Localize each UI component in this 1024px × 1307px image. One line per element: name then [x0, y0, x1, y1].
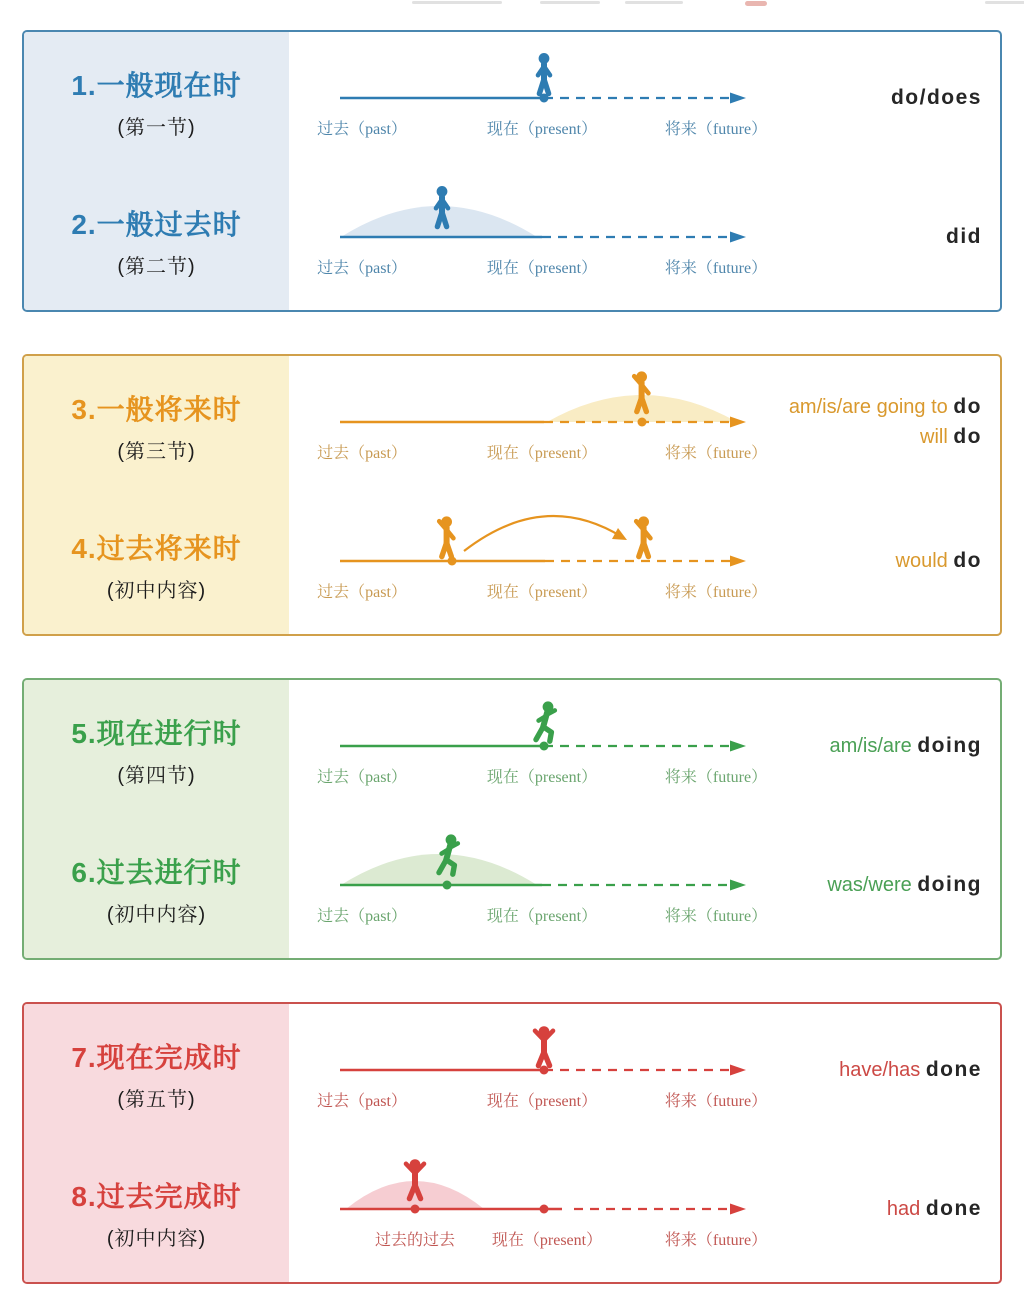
tense-title-block [24, 527, 289, 603]
arrowhead-icon [730, 556, 746, 567]
axis-label: 将来（future） [664, 584, 768, 601]
formula-line [789, 422, 982, 452]
tense-subtitle: (第二节) [117, 255, 196, 278]
tense-formula [887, 1194, 982, 1224]
axis-label: 过去（past） [317, 260, 407, 277]
tense-title-block [24, 851, 289, 927]
tense-title: 5.现在进行时 [71, 717, 242, 749]
time-dot [638, 418, 647, 427]
axis-label: 将来（future） [664, 121, 768, 138]
tense-subtitle: (初中内容) [106, 1227, 207, 1250]
axis-label: 将来（future） [664, 1232, 768, 1249]
formula-line [839, 1055, 982, 1085]
timeline-diagram [292, 340, 768, 474]
tense-formula [839, 1055, 982, 1085]
tense-title-block [24, 64, 289, 140]
tense-formula [827, 870, 982, 900]
tense-section-2 [22, 354, 1002, 636]
formula-text: do [953, 395, 982, 418]
axis-label: 将来（future） [664, 260, 768, 277]
arrowhead-icon [730, 232, 746, 243]
formula-line [946, 222, 982, 252]
axis-label: 现在（present） [486, 121, 598, 138]
formula-text: have/has [839, 1059, 926, 1081]
formula-text: did [946, 225, 982, 248]
formula-line [887, 1194, 982, 1224]
tense-formula [891, 83, 982, 113]
formula-text: was/were [827, 874, 918, 896]
time-dot [540, 1205, 549, 1214]
axis-label: 将来（future） [664, 908, 768, 925]
tense-row [24, 1143, 1000, 1282]
time-dot [443, 881, 452, 890]
tense-section-3 [22, 678, 1002, 960]
tense-row [24, 495, 1000, 634]
running-person-icon [536, 701, 555, 741]
formula-text: doing [917, 734, 982, 757]
formula-text: do [953, 425, 982, 448]
formula-text: am/is/are going to [788, 396, 954, 418]
formula-line [789, 392, 982, 422]
arrowhead-icon [730, 1065, 746, 1076]
formula-text: doing [917, 873, 982, 896]
tense-title: 6.过去进行时 [71, 856, 242, 888]
arrowhead-icon [730, 880, 746, 891]
formula-line [896, 546, 982, 576]
tense-row [24, 680, 1000, 819]
axis-label: 现在（present） [491, 1232, 603, 1249]
axis-label: 过去（past） [317, 445, 407, 462]
tense-title: 1.一般现在时 [71, 69, 242, 101]
title-fragment [625, 1, 683, 4]
axis-label: 现在（present） [486, 769, 598, 786]
arrowhead-icon [730, 741, 746, 752]
standing-person-icon [436, 186, 448, 227]
time-dot [540, 1066, 549, 1075]
sections-root [0, 30, 1024, 1284]
timeline-diagram [292, 803, 768, 937]
axis-label: 将来（future） [664, 769, 768, 786]
formula-line [827, 870, 982, 900]
axis-label: 现在（present） [486, 584, 598, 601]
timeline-diagram [292, 664, 768, 798]
tense-row [24, 819, 1000, 958]
formula-text: would [895, 550, 954, 572]
axis-label: 过去（past） [317, 584, 407, 601]
jump-arrowhead-icon [612, 528, 627, 540]
tense-formula [830, 731, 982, 761]
formula-line [830, 731, 982, 761]
tense-formula [789, 392, 982, 452]
tense-row [24, 171, 1000, 310]
arrowhead-icon [730, 417, 746, 428]
title-fragment [985, 1, 1024, 4]
tense-title-block [24, 388, 289, 464]
tense-subtitle: (第五节) [117, 1088, 196, 1111]
timeline-diagram [292, 155, 768, 289]
tense-title: 3.一般将来时 [71, 393, 242, 425]
time-dot [540, 742, 549, 751]
formula-text: had [886, 1198, 926, 1220]
timeline-diagram [292, 479, 768, 613]
tense-title-block [24, 712, 289, 788]
title-fragment [745, 1, 767, 6]
tense-formula [946, 222, 982, 252]
axis-label: 现在（present） [486, 260, 598, 277]
jump-arrow [464, 516, 622, 551]
arrowhead-icon [730, 1204, 746, 1215]
waving-person-icon [634, 371, 648, 411]
tense-title: 7.现在完成时 [71, 1041, 242, 1073]
axis-label: 过去（past） [317, 121, 407, 138]
arrowhead-icon [730, 93, 746, 104]
standing-person-icon [538, 53, 550, 94]
tense-formula [896, 546, 982, 576]
tense-row [24, 32, 1000, 171]
tense-section-1 [22, 30, 1002, 312]
formula-text: am/is/are [829, 735, 918, 757]
title-fragment [540, 1, 600, 4]
timeline-diagram [292, 1127, 768, 1261]
formula-text: do [953, 549, 982, 572]
axis-label: 现在（present） [486, 908, 598, 925]
tense-subtitle: (第三节) [117, 440, 196, 463]
axis-label: 过去（past） [317, 769, 407, 786]
tense-title: 8.过去完成时 [71, 1180, 242, 1212]
tense-subtitle: (第四节) [117, 764, 196, 787]
axis-label: 将来（future） [664, 445, 768, 462]
tense-subtitle: (初中内容) [106, 903, 207, 926]
formula-text: do/does [890, 86, 982, 109]
axis-label: 将来（future） [664, 1093, 768, 1110]
tense-title-block [24, 1036, 289, 1112]
arms-up-person-icon [535, 1026, 553, 1065]
timeline-diagram [292, 988, 768, 1122]
tense-subtitle: (初中内容) [106, 579, 207, 602]
axis-label: 过去（past） [317, 1093, 407, 1110]
waving-person-icon [439, 516, 453, 556]
axis-label: 过去（past） [317, 908, 407, 925]
tense-subtitle: (第一节) [117, 116, 196, 139]
axis-label: 过去的过去 [374, 1232, 456, 1249]
waving-person-icon [636, 516, 650, 556]
tense-title: 2.一般过去时 [71, 208, 242, 240]
tense-row [24, 356, 1000, 495]
axis-label: 现在（present） [486, 445, 598, 462]
time-dot [411, 1205, 420, 1214]
formula-text: done [925, 1197, 982, 1220]
timeline-diagram [292, 16, 768, 150]
formula-text: will [920, 426, 954, 448]
tense-row [24, 1004, 1000, 1143]
title-fragment [412, 1, 502, 4]
formula-text: done [925, 1058, 982, 1081]
axis-label: 现在（present） [486, 1093, 598, 1110]
tense-title-block [24, 1175, 289, 1251]
tense-title-block [24, 203, 289, 279]
tense-title: 4.过去将来时 [71, 532, 242, 564]
formula-line [891, 83, 982, 113]
tense-section-4 [22, 1002, 1002, 1284]
